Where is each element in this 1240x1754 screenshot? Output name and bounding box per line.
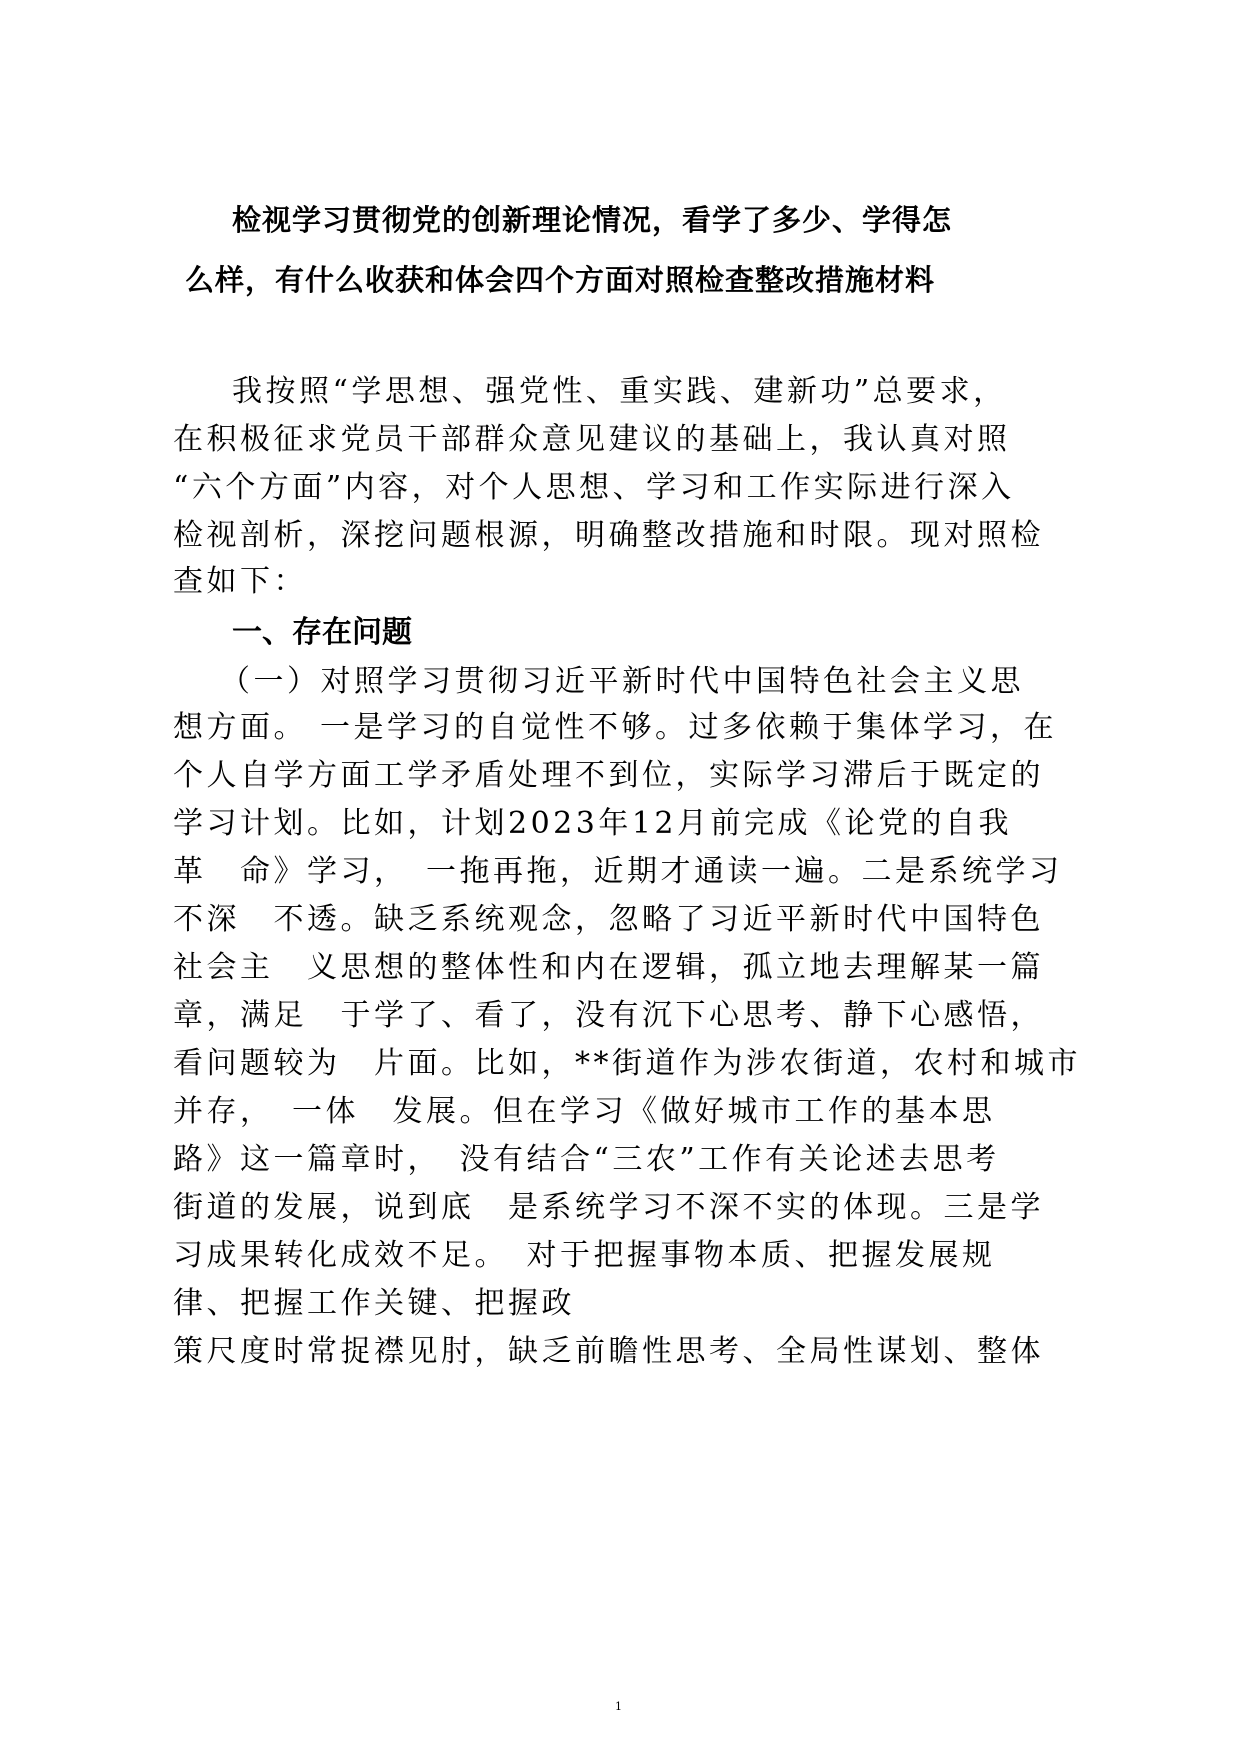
document-title-line-2: 么样，有什么收获和体会四个方面对照检查整改措施材料: [185, 263, 936, 297]
section-line-14: 律、把握工作关键、把握政: [173, 1286, 575, 1321]
section-line-15: 策尺度时常捉襟见肘，缺乏前瞻性思考、全局性谋划、整体: [173, 1334, 1044, 1369]
section-line-3: 个人自学方面工学矛盾处理不到位，实际学习滞后于既定的: [173, 758, 1044, 793]
section-heading: 一、存在问题: [232, 615, 412, 650]
section-line-1: （一）对照学习贯彻习近平新时代中国特色社会主义思: [220, 664, 1024, 699]
intro-line-5: 查如下：: [173, 564, 307, 599]
section-line-4: 学习计划。比如，计划2023年12月前完成《论党的自我: [173, 806, 1013, 841]
section-line-5: 革 命》学习， 一拖再拖，近期才通读一遍。二是系统学习: [173, 854, 1063, 889]
section-line-11: 路》这一篇章时， 没有结合“三农”工作有关论述去思考: [173, 1142, 1000, 1177]
document-title-line-1: 检视学习贯彻党的创新理论情况，看学了多少、学得怎: [232, 203, 953, 237]
section-line-12: 街道的发展，说到底 是系统学习不深不实的体现。三是学: [173, 1190, 1044, 1225]
section-line-9: 看问题较为 片面。比如，**街道作为涉农街道，农村和城市: [173, 1046, 1081, 1081]
intro-line-1: 我按照“学思想、强党性、重实践、建新功”总要求，: [232, 374, 1007, 409]
page-number: 1: [615, 1700, 622, 1713]
intro-line-3: “六个方面”内容，对个人思想、学习和工作实际进行深入: [173, 470, 1015, 505]
section-line-13: 习成果转化成效不足。 对于把握事物本质、把握发展规: [173, 1238, 996, 1273]
intro-line-4: 检视剖析，深挖问题根源，明确整改措施和时限。现对照检: [173, 518, 1044, 553]
section-line-10: 并存， 一体 发展。但在学习《做好城市工作的基本思: [173, 1094, 996, 1129]
section-line-8: 章，满足 于学了、看了，没有沉下心思考、静下心感悟，: [173, 998, 1044, 1033]
intro-line-2: 在积极征求党员干部群众意见建议的基础上，我认真对照: [173, 422, 1011, 457]
section-line-7: 社会主 义思想的整体性和内在逻辑，孤立地去理解某一篇: [173, 950, 1044, 985]
section-line-2: 想方面。 一是学习的自觉性不够。过多依赖于集体学习，在: [173, 710, 1058, 745]
section-line-6: 不深 不透。缺乏系统观念，忽略了习近平新时代中国特色: [173, 902, 1044, 937]
